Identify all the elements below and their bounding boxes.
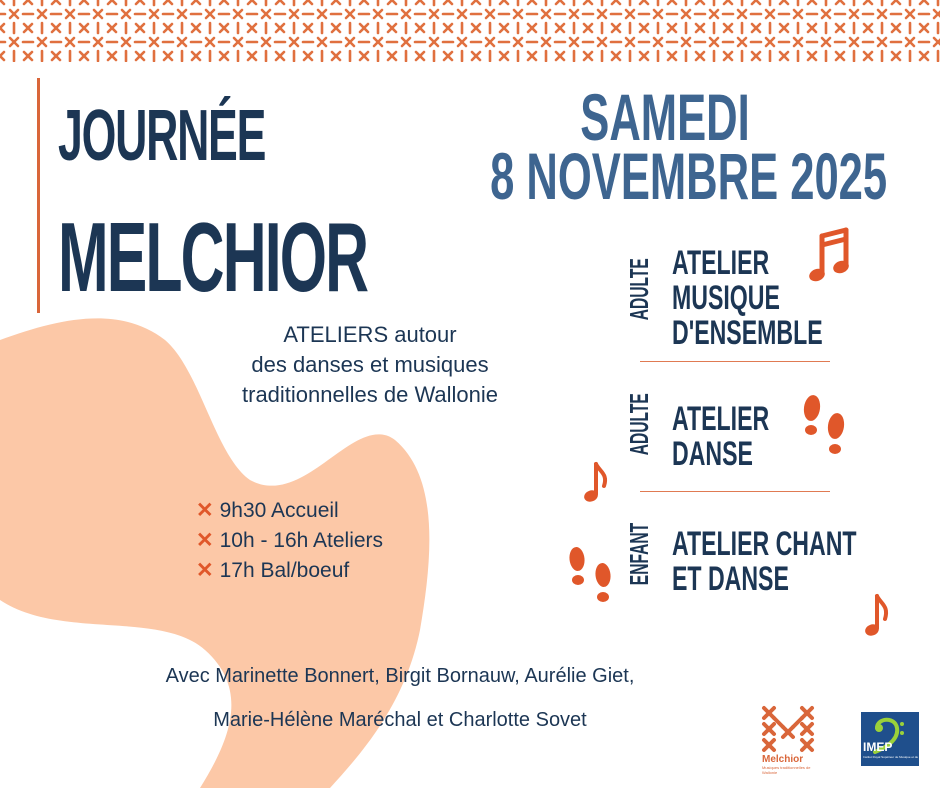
workshop-title-line: DANSE: [672, 435, 753, 473]
subtitle-line: traditionnelles de Wallonie: [242, 382, 498, 407]
workshop-title: [672, 527, 857, 597]
cross-icon: ✕: [196, 499, 214, 522]
event-title-line1: JOURNÉE: [58, 96, 266, 176]
melchior-logo-name: Melchior: [762, 754, 804, 765]
workshop-title-line: ATELIER CHANT: [672, 525, 857, 563]
schedule-text: 17h Bal/boeuf: [219, 559, 350, 582]
divider: [640, 361, 830, 362]
music-note-icon: [808, 226, 856, 288]
workshop-title: [672, 246, 823, 351]
imep-logo: [861, 712, 934, 766]
event-day: SAMEDI: [580, 80, 750, 154]
eighth-note-icon: [582, 460, 608, 506]
footprints-icon: [800, 392, 850, 464]
schedule-item: [196, 558, 349, 583]
schedule-text: 9h30 Accueil: [219, 499, 339, 522]
workshop-title-line: ET DANSE: [672, 560, 789, 598]
event-date: 8 NOVEMBRE 2025: [490, 139, 888, 213]
event-title-line2: MELCHIOR: [58, 202, 368, 312]
performers-line1: Avec Marinette Bonnert, Birgit Bornauw, Aurélie Giet,: [165, 665, 635, 687]
divider: [640, 491, 830, 492]
imep-logo-tagline: Institut Royal Supérieur de Musique et de Pédagogie: [863, 755, 934, 759]
workshop-title: [672, 402, 769, 472]
melchior-logo: [752, 704, 824, 784]
subtitle-line: des danses et musiques: [251, 352, 489, 377]
cross-icon: ✕: [196, 559, 214, 582]
melchior-logo-mark: [760, 704, 816, 754]
workshop-title-line: ATELIER: [672, 244, 770, 282]
workshop-title-line: MUSIQUE: [672, 279, 780, 317]
schedule-item: [196, 528, 383, 553]
subtitle-line: ATELIERS autour: [283, 322, 457, 347]
melchior-logo-tagline: Musiques traditionnelles de Wallonie: [762, 765, 811, 775]
workshop-title-line: ATELIER: [672, 400, 770, 438]
imep-logo-name: IMEP: [863, 740, 893, 754]
schedule-text: 10h - 16h Ateliers: [219, 529, 384, 552]
performers-line2: Marie-Hélène Maréchal et Charlotte Sovet: [213, 709, 587, 731]
workshop-audience-label: ADULTE: [624, 258, 654, 321]
workshop-audience-label: ENFANT: [624, 522, 654, 586]
accent-vertical-line: [37, 78, 40, 313]
workshop-title-line: D'ENSEMBLE: [672, 314, 823, 352]
footprints-icon: [565, 545, 617, 611]
schedule-item: [196, 498, 339, 523]
workshop-audience-label: ADULTE: [624, 393, 654, 456]
event-subtitle: [200, 320, 540, 410]
cross-icon: ✕: [196, 529, 214, 552]
eighth-note-icon: [862, 592, 890, 640]
